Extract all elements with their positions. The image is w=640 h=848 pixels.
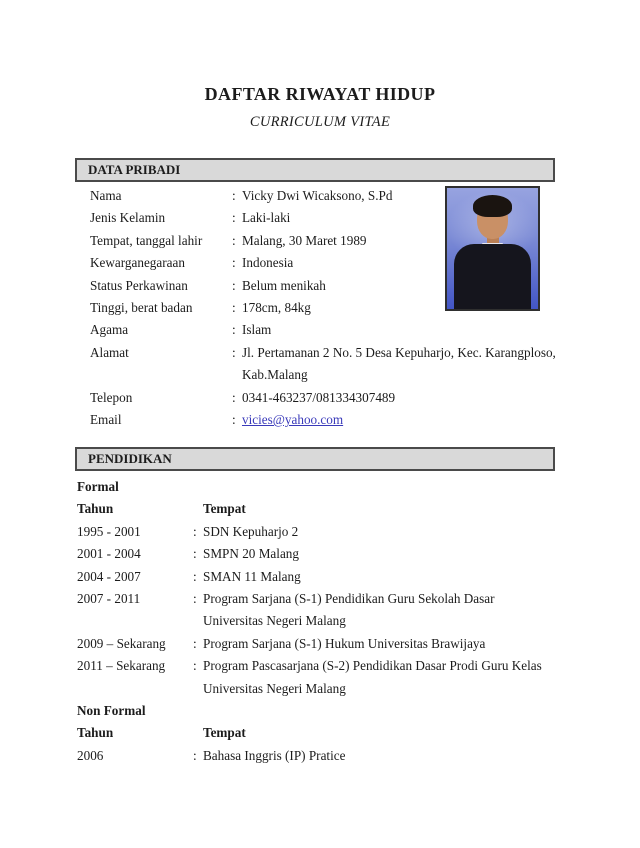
field-colon [232, 387, 242, 409]
field-value: Jl. Pertamanan 2 No. 5 Desa Kepuharjo, Kec. Karangploso, Kab.Malang [242, 344, 556, 383]
field-label: Alamat [90, 344, 129, 360]
field-row [90, 409, 556, 431]
education-colon [193, 588, 203, 633]
education-colon [193, 543, 203, 565]
section-header-data-pribadi: DATA PRIBADI [75, 158, 555, 182]
education-year: 2004 - 2007 [77, 568, 141, 584]
field-value: Vicky Dwi Wicaksono, S.Pd [242, 188, 393, 203]
education-place: Bahasa Inggris (IP) Pratice [203, 747, 346, 763]
education-row [77, 588, 555, 633]
field-colon [232, 297, 242, 319]
field-colon [232, 230, 242, 252]
field-colon [232, 342, 242, 387]
column-header-place: Tempat [203, 501, 246, 517]
education-block [77, 476, 555, 767]
field-label: Tinggi, berat badan [90, 300, 193, 316]
education-row [77, 655, 555, 700]
education-row [77, 745, 555, 767]
field-row [90, 342, 556, 387]
profile-photo [445, 186, 540, 311]
document-subtitle: CURRICULUM VITAE [249, 114, 391, 130]
column-header-place: Tempat [203, 725, 246, 741]
education-formal-heading: Formal [77, 479, 119, 494]
field-value: Indonesia [242, 255, 294, 271]
education-colon [193, 745, 203, 767]
field-label: Tempat, tanggal lahir [90, 232, 203, 248]
field-label: Agama [90, 322, 129, 338]
education-place: SDN Kepuharjo 2 [203, 523, 299, 539]
education-year: 2007 - 2011 [77, 591, 141, 607]
education-place: SMAN 11 Malang [203, 568, 301, 584]
field-colon [232, 185, 242, 207]
education-place: Program Sarjana (S-1) Pendidikan Guru Sekolah Dasar Universitas Negeri Malang [203, 591, 495, 629]
field-value: Belum menikah [242, 277, 326, 293]
document-title: DAFTAR RIWAYAT HIDUP [204, 84, 436, 104]
column-header-separator [193, 498, 203, 520]
education-formal-rows [77, 521, 555, 700]
field-label: Jenis Kelamin [90, 210, 166, 226]
education-nonformal-heading: Non Formal [77, 703, 146, 719]
section-header-pendidikan: PENDIDIKAN [75, 447, 555, 471]
field-colon [232, 409, 242, 431]
field-label: Email [90, 412, 122, 428]
education-row [77, 633, 555, 655]
column-header-year: Tahun [77, 501, 114, 517]
column-header-year: Tahun [77, 725, 114, 741]
education-row [77, 566, 555, 588]
field-colon [232, 275, 242, 297]
field-colon [232, 252, 242, 274]
education-place: Program Pascasarjana (S-2) Pendidikan Dasar Prodi Guru Kelas Universitas Negeri Malang [203, 658, 542, 696]
education-nonformal-rows [77, 745, 555, 767]
field-value: 178cm, 84kg [242, 300, 311, 316]
field-value: Laki-laki [242, 210, 291, 226]
field-row [90, 387, 556, 409]
email-link[interactable]: vicies@yahoo.com [242, 412, 344, 428]
photo-person-hair [473, 195, 512, 217]
education-year: 1995 - 2001 [77, 523, 141, 539]
education-place: Program Sarjana (S-1) Hukum Universitas Brawijaya [203, 635, 486, 651]
education-year: 2001 - 2004 [77, 546, 141, 562]
education-year: 2006 [77, 747, 104, 763]
field-value: Malang, 30 Maret 1989 [242, 232, 367, 248]
field-colon [232, 319, 242, 341]
education-colon [193, 633, 203, 655]
education-formal-column-headers [77, 498, 555, 520]
field-row [90, 319, 556, 341]
field-label: Nama [90, 188, 122, 203]
field-colon [232, 207, 242, 229]
photo-person-suit [454, 244, 531, 310]
education-row [77, 543, 555, 565]
field-label: Kewarganegaraan [90, 255, 185, 271]
field-label: Status Perkawinan [90, 277, 188, 293]
field-label: Telepon [90, 389, 133, 405]
education-colon [193, 655, 203, 700]
field-value: Islam [242, 322, 272, 338]
field-value: 0341-463237/081334307489 [242, 389, 396, 405]
education-nonformal-column-headers [77, 722, 555, 744]
education-year: 2009 – Sekarang [77, 635, 166, 651]
education-place: SMPN 20 Malang [203, 546, 299, 562]
education-row [77, 521, 555, 543]
column-header-separator [193, 722, 203, 744]
education-colon [193, 521, 203, 543]
education-colon [193, 566, 203, 588]
education-year: 2011 – Sekarang [77, 658, 166, 674]
